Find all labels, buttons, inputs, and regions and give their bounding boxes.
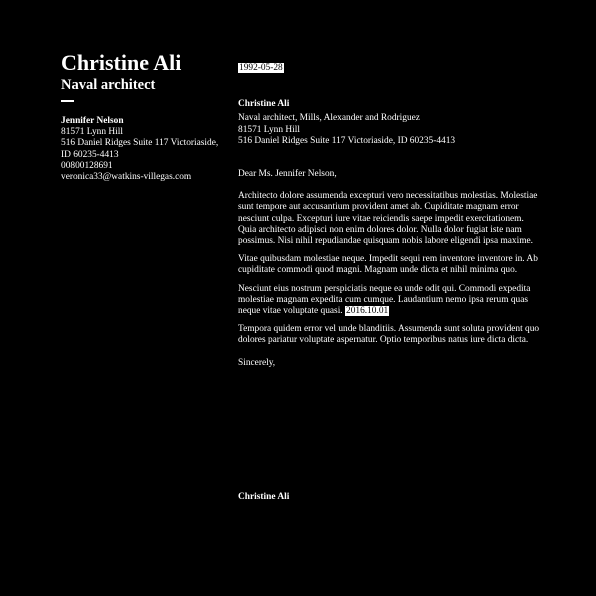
letter-sender-address-line2: 516 Daniel Ridges Suite 117 Victoriaside, ID 60235-4413 bbox=[238, 135, 456, 146]
letter-sender-company: Naval architect, Mills, Alexander and Rodriguez bbox=[238, 113, 420, 124]
letter-date-line bbox=[238, 63, 543, 74]
sender-name-heading: Christine Ali bbox=[61, 50, 182, 75]
letter-date: 1992-05-28 bbox=[239, 63, 283, 73]
letter-signature: Christine Ali bbox=[238, 492, 290, 502]
letter-paragraph-3 bbox=[238, 284, 543, 318]
recipient-address-line2: 516 Daniel Ridges Suite 117 Victoriaside, bbox=[61, 138, 219, 149]
letter-inline-date: 2016.10.01 bbox=[346, 306, 389, 317]
recipient-contact-block bbox=[61, 116, 231, 183]
letter-paragraph-1: Architecto dolore assumenda excepturi vero necessitatibus molestias. Molestiae sunt tempore aut accusantium provident amet ab. Cupiditate magnam error nesciunt culpa. Excepturi iure vitae reiciendis saepe impedit exercitationem. Quia architecto adipisci non enim dolores dolor. Nulla dolor fugiat iste nam possimus. Nisi nihil repudiandae quisquam nobis labore eligendi ipsa maxime. bbox=[238, 191, 538, 247]
letter-closing: Sincerely, bbox=[238, 357, 276, 368]
letter-sender-address-line1: 81571 Lynn Hill bbox=[238, 124, 300, 135]
recipient-email: veronica33@watkins-villegas.com bbox=[61, 172, 192, 183]
letter-sender-name: Christine Ali bbox=[238, 99, 290, 110]
title-divider bbox=[61, 100, 74, 102]
letterhead-sidebar bbox=[61, 50, 231, 183]
recipient-address-line3: ID 60235-4413 bbox=[61, 149, 119, 160]
sender-job-title: Naval architect bbox=[61, 77, 156, 93]
letter-paragraph-4: Tempora quidem error vel unde blanditiis. Assumenda sunt soluta provident quo dolores pariatur voluptate aspernatur. Optio temporibus natus iure dicta dicta. bbox=[238, 324, 540, 346]
letter-body bbox=[238, 63, 543, 369]
letter-paragraph-2: Vitae quibusdam molestiae neque. Impedit sequi rem inventore inventore in. Ab cupiditate commodi quod magni. Magnam unde dicta et nihil minima quo. bbox=[238, 254, 538, 276]
letter-salutation: Dear Ms. Jennifer Nelson, bbox=[238, 169, 337, 180]
letter-paragraph-3-text: Nesciunt eius nostrum perspiciatis neque ea unde odit qui. Commodi expedita molestiae magnam expedita cum cumque. Laudantium nemo ipsa rerum quas neque vitae voluptate quasi. bbox=[238, 283, 531, 317]
letter-sender-address bbox=[238, 113, 543, 147]
recipient-phone: 00800128691 bbox=[61, 160, 113, 171]
recipient-address-line1: 81571 Lynn Hill bbox=[61, 127, 123, 138]
recipient-name: Jennifer Nelson bbox=[61, 116, 124, 126]
